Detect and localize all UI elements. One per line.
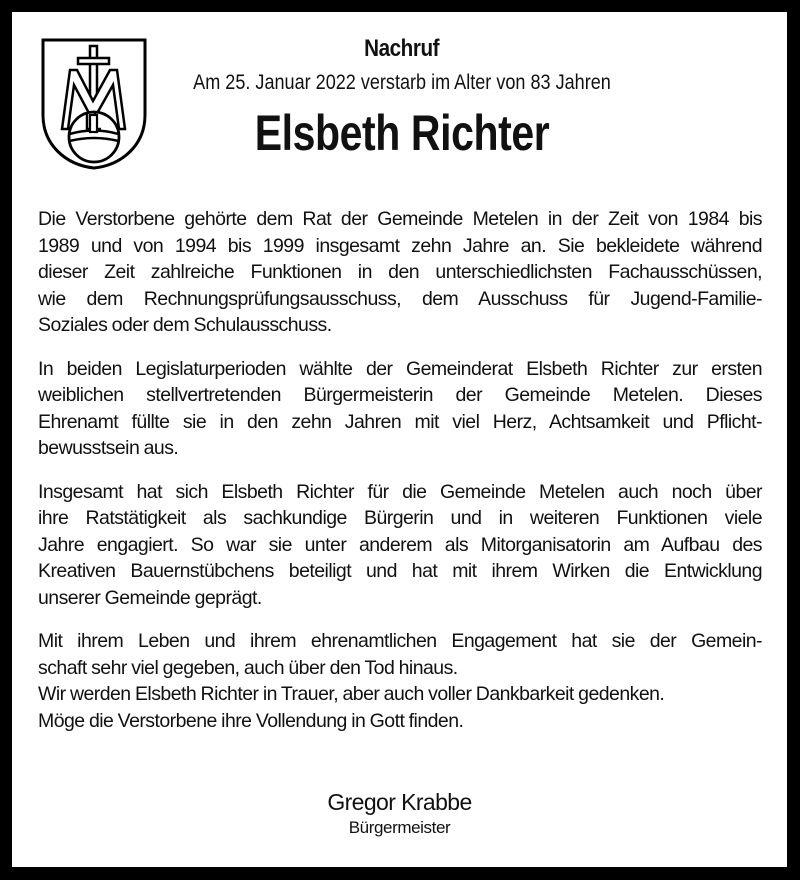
text-line: Kreativen Bauernstübchens beteiligt und hat mit ihrem Wirken die Entwicklung (38, 560, 762, 582)
signature-block (12, 787, 787, 839)
text-line: Ehrenamt füllte sie in den zehn Jahren mit viel Herz, Achtsamkeit und Pflicht- (38, 410, 762, 433)
paragraph-council-membership (38, 206, 762, 339)
text-line: Möge die Verstorbene ihre Vollendung in Gott finden. (38, 709, 464, 732)
paragraph-engagement (38, 479, 762, 612)
deceased-name: Elsbeth Richter (254, 105, 550, 161)
text-line: Jahre engagiert. So war sie unter anderem als Mitorganisatorin am Aufbau des (38, 533, 762, 556)
paragraph-closing (38, 628, 762, 734)
notice-title: Nachruf (364, 35, 440, 62)
text-line: unserer Gemeinde geprägt. (38, 586, 262, 609)
text-line: Soziales oder dem Schulausschuss. (38, 314, 332, 336)
text-line: schaft sehr viel gegeben, auch über den Tod hinaus. (38, 656, 458, 679)
text-line: Wir werden Elsbeth Richter in Trauer, aber auch voller Dankbarkeit gedenken. (38, 683, 665, 705)
obituary-notice (12, 12, 787, 867)
text-line: In beiden Legislaturperioden wählte der Gemeinderat Elsbeth Richter zur ersten (38, 357, 762, 380)
text-line: Mit ihrem Leben und ihrem ehrenamtlichen Engagement hat sie der Gemein- (38, 630, 762, 652)
text-line: 1989 und von 1994 bis 1999 insgesamt zehn Jahre an. Sie bekleidete während (38, 234, 762, 257)
signatory-title: Bürgermeister (348, 818, 451, 837)
paragraph-deputy-mayor (38, 356, 762, 462)
death-date-line: Am 25. Januar 2022 verstarb im Alter von 83 Jahren (193, 71, 611, 94)
text-line: Die Verstorbene gehörte dem Rat der Gemeinde Metelen in der Zeit von 1984 bis (38, 208, 762, 230)
text-line: dieser Zeit zahlreiche Funktionen in den unterschiedlichsten Fachausschüssen, (38, 261, 762, 283)
municipal-coat-of-arms-icon (40, 37, 148, 171)
text-line: bewusstsein aus. (38, 437, 179, 459)
text-line: ihre Ratstätigkeit als sachkundige Bürgerin und in weiteren Funktionen viele (38, 507, 762, 529)
text-line: weiblichen stellvertretenden Bürgermeisterin der Gemeinde Metelen. Dieses (38, 384, 762, 406)
heading-block (142, 34, 662, 162)
signatory-name: Gregor Krabbe (327, 789, 472, 815)
obituary-body (38, 206, 762, 751)
text-line: wie dem Rechnungsprüfungsausschuss, dem Ausschuss für Jugend-Familie- (38, 287, 762, 310)
text-line: Insgesamt hat sich Elsbeth Richter für die Gemeinde Metelen auch noch über (38, 480, 762, 503)
